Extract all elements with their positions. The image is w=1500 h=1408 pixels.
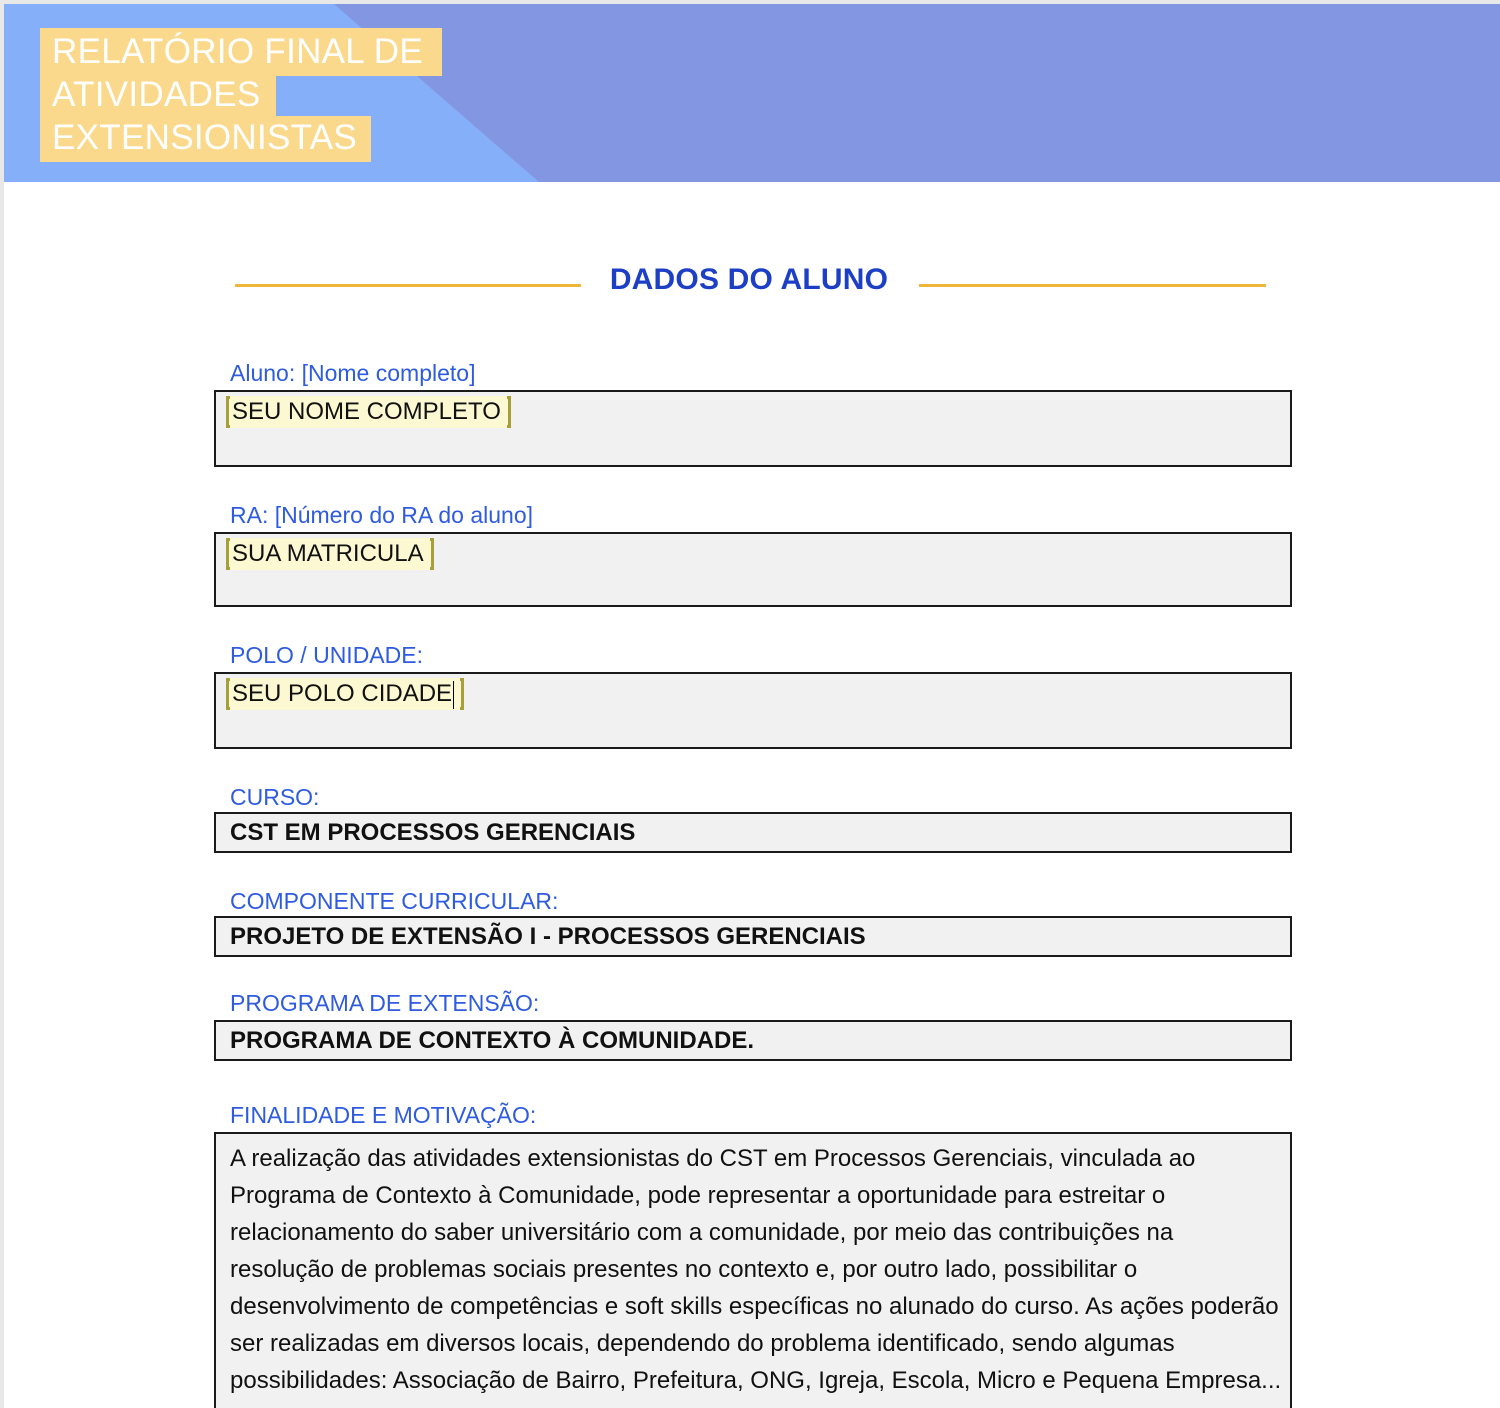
componente-field[interactable] [214, 916, 1292, 957]
componente-label: COMPONENTE CURRICULAR: [230, 888, 559, 914]
programa-value: PROGRAMA DE CONTEXTO À COMUNIDADE. [230, 1027, 755, 1054]
curso-label: CURSO: [230, 784, 320, 810]
section-rule-right [919, 284, 1266, 287]
aluno-value: SEU NOME COMPLETO [232, 398, 501, 425]
programa-field[interactable] [214, 1020, 1292, 1061]
aluno-field[interactable] [214, 390, 1292, 467]
header-banner [4, 4, 1500, 182]
curso-field[interactable] [214, 812, 1292, 853]
text-cursor [453, 681, 454, 709]
ra-fill-in-field[interactable] [226, 538, 434, 570]
report-title-line-3: EXTENSIONISTAS [52, 118, 357, 157]
ra-field[interactable] [214, 532, 1292, 607]
curso-value: CST EM PROCESSOS GERENCIAIS [230, 819, 636, 846]
section-title: DADOS DO ALUNO [609, 263, 889, 296]
aluno-label: Aluno: [Nome completo] [230, 360, 476, 386]
polo-label: POLO / UNIDADE: [230, 642, 423, 668]
aluno-fill-in-field[interactable] [226, 396, 511, 428]
polo-field[interactable] [214, 672, 1292, 749]
polo-value: SEU POLO CIDADE [232, 680, 453, 707]
finalidade-field[interactable] [214, 1132, 1292, 1408]
report-title-line-1: RELATÓRIO FINAL DE [52, 32, 424, 71]
section-rule-left [235, 284, 581, 287]
document-page [4, 4, 1500, 1408]
programa-label: PROGRAMA DE EXTENSÃO: [230, 990, 540, 1016]
finalidade-text: A realização das atividades extensionistas do CST em Processos Gerenciais, vinculada ao Programa de Contexto à Comunidade, pode representar a oportunidade para estreitar o relacionamento do saber universitário com a comunidade, por meio das contribuições na resolução de problemas sociais presentes no contexto e, por outro lado, possibilitar o desenvolvimento de competências e soft skills específicas no alunado do curso. As ações poderão ser realizadas em diversos locais, dependendo do problema identificado, sendo algumas possibilidades: Associação de Bairro, Prefeitura, ONG, Igreja, Escola, Micro e Pequena Empresa... [230, 1145, 1282, 1394]
ra-label: RA: [Número do RA do aluno] [230, 502, 533, 528]
ra-value: SUA MATRICULA [232, 540, 424, 567]
componente-value: PROJETO DE EXTENSÃO I - PROCESSOS GERENCIAIS [230, 923, 866, 950]
finalidade-label: FINALIDADE E MOTIVAÇÃO: [230, 1102, 537, 1128]
report-title-line-2: ATIVIDADES [52, 75, 261, 114]
polo-fill-in-field[interactable] [226, 678, 464, 710]
